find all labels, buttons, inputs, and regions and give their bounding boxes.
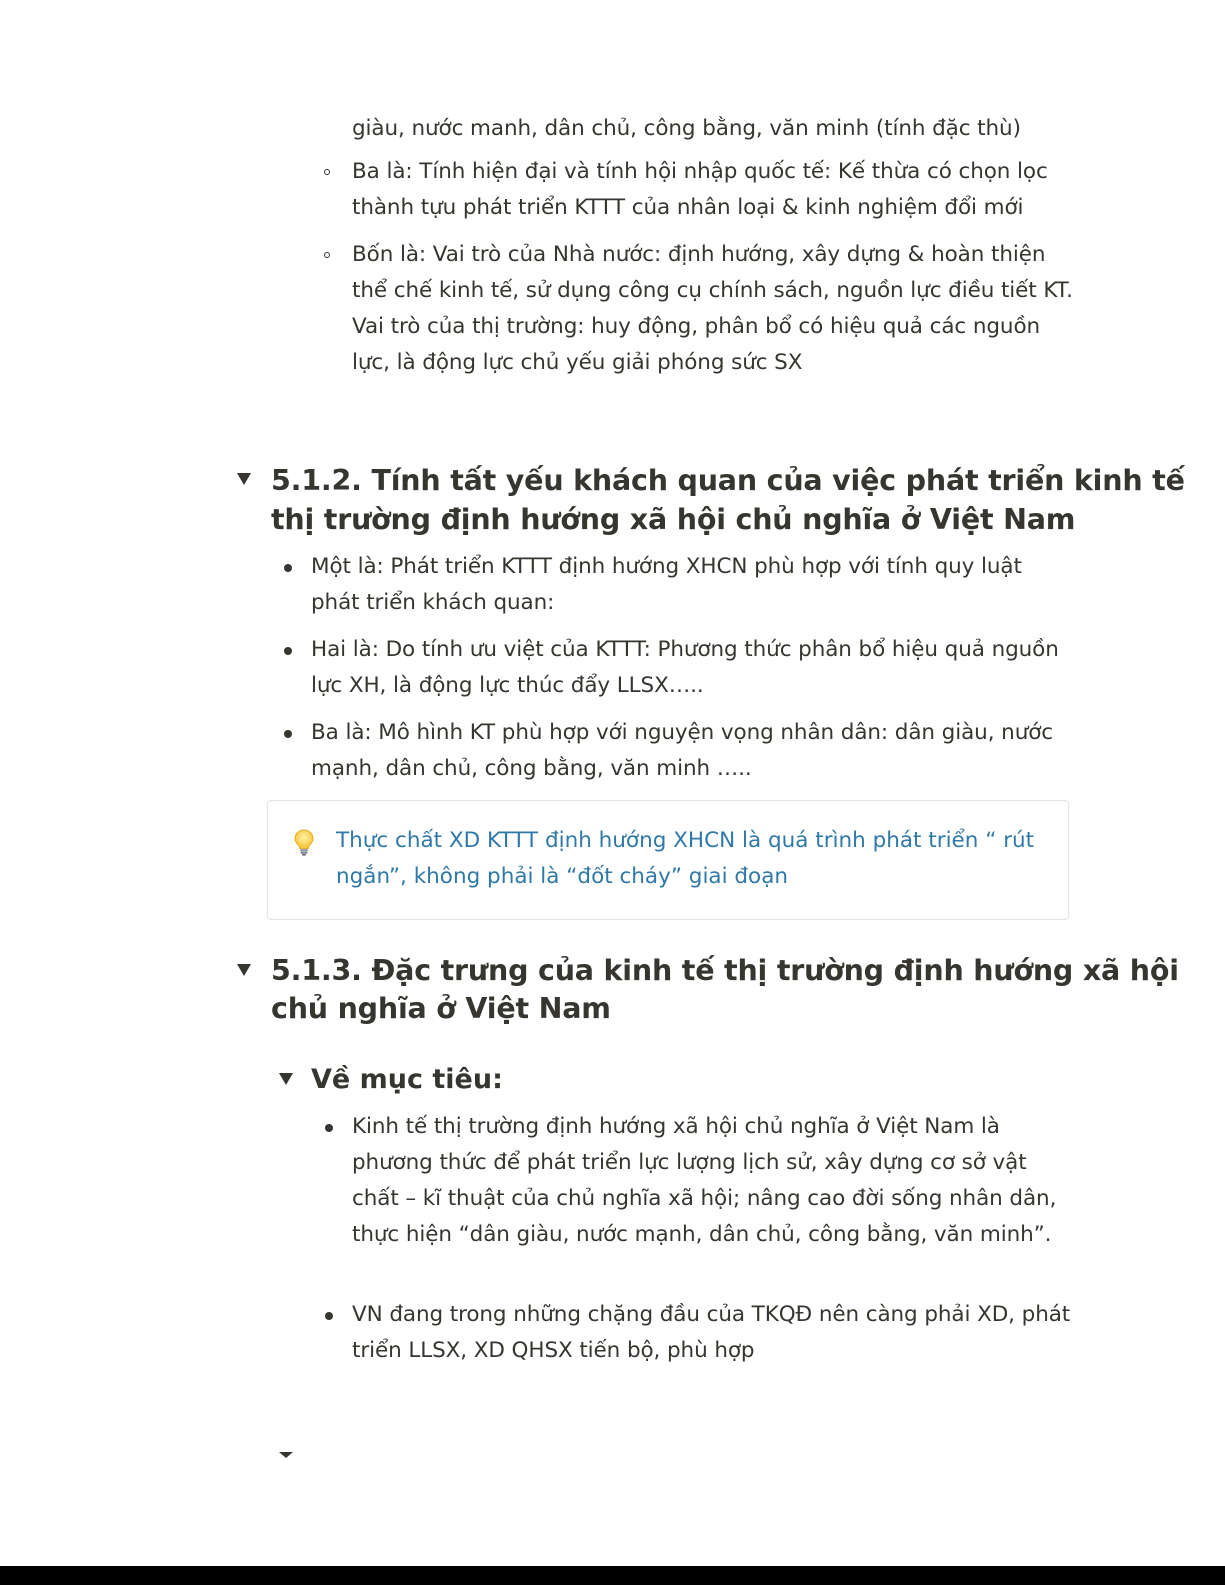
bullet-dot-icon	[325, 1124, 333, 1132]
circle-bullet-icon	[324, 252, 330, 258]
circle-bullet-icon	[324, 169, 330, 175]
callout-text-line-1: Thực chất XD KTTT định hướng XHCN là quá trình phát triển “ rút	[336, 828, 1035, 853]
section-513-heading-line-2: chủ nghĩa ở Việt Nam	[271, 992, 611, 1025]
list-item-4-line-3: Vai trò của thị trường: huy động, phân bổ có hiệu quả các nguồn	[352, 314, 1041, 339]
section-513-bullet-1-line-3: chất – kĩ thuật của chủ nghĩa xã hội; nâng cao đời sống nhân dân,	[352, 1186, 1057, 1211]
bullet-dot-icon	[284, 647, 292, 655]
section-513-heading-line-1: 5.1.3. Đặc trưng của kinh tế thị trường định hướng xã hội	[271, 954, 1179, 987]
list-item-continuation: giàu, nước manh, dân chủ, công bằng, văn minh (tính đặc thù)	[352, 116, 1021, 141]
list-item-3-line-1: Ba là: Tính hiện đại và tính hội nhập quốc tế: Kế thừa có chọn lọc	[352, 159, 1048, 184]
subsection-goal-heading: Về mục tiêu:	[311, 1064, 503, 1095]
section-512-bullet-1-line-1: Một là: Phát triển KTTT định hướng XHCN phù hợp với tính quy luật	[311, 554, 1022, 579]
section-512-bullet-2-line-2: lực XH, là động lực thúc đẩy LLSX…..	[311, 673, 704, 698]
bullet-dot-icon	[284, 564, 292, 572]
section-512-bullet-2-line-1: Hai là: Do tính ưu việt của KTTT: Phương thức phân bổ hiệu quả nguồn	[311, 637, 1059, 662]
section-512-bullet-3-line-1: Ba là: Mô hình KT phù hợp với nguyện vọng nhân dân: dân giàu, nước	[311, 720, 1054, 745]
toggle-triangle-icon[interactable]	[279, 1073, 293, 1085]
list-item-4-line-1: Bốn là: Vai trò của Nhà nước: định hướng, xây dựng & hoàn thiện	[352, 242, 1046, 267]
callout-text-line-2: ngắn”, không phải là “đốt cháy” giai đoạn	[336, 864, 789, 889]
section-512-bullet-3-line-2: mạnh, dân chủ, công bằng, văn minh …..	[311, 756, 752, 781]
section-512-heading-line-2: thị trường định hướng xã hội chủ nghĩa ở Việt Nam	[271, 503, 1076, 536]
bullet-dot-icon	[284, 730, 292, 738]
section-512-heading-line-1: 5.1.2. Tính tất yếu khách quan của việc phát triển kinh tế	[271, 464, 1185, 497]
bullet-dot-icon	[325, 1312, 333, 1320]
section-513-bullet-2-line-2: triển LLSX, XD QHSX tiến bộ, phù hợp	[352, 1338, 755, 1363]
list-item-4-line-2: thể chế kinh tế, sử dụng công cụ chính sách, nguồn lực điều tiết KT.	[352, 278, 1073, 303]
bottom-edge-bar	[0, 1566, 1225, 1585]
section-513-bullet-1-line-4: thực hiện “dân giàu, nước mạnh, dân chủ, công bằng, văn minh”.	[352, 1222, 1052, 1247]
lightbulb-icon	[292, 828, 316, 856]
list-item-4-line-4: lực, là động lực chủ yếu giải phóng sức SX	[352, 350, 803, 375]
section-513-bullet-1-line-2: phương thức để phát triển lực lượng lịch sử, xây dựng cơ sở vật	[352, 1150, 1027, 1175]
section-513-bullet-2-line-1: VN đang trong những chặng đầu của TKQĐ nên càng phải XD, phát	[352, 1302, 1071, 1327]
section-513-bullet-1-line-1: Kinh tế thị trường định hướng xã hội chủ nghĩa ở Việt Nam là	[352, 1114, 1000, 1139]
toggle-triangle-icon[interactable]	[237, 964, 251, 976]
toggle-triangle-icon[interactable]	[279, 1452, 293, 1458]
list-item-3-line-2: thành tựu phát triển KTTT của nhân loại & kinh nghiệm đổi mới	[352, 195, 1024, 220]
toggle-triangle-icon[interactable]	[237, 473, 251, 485]
section-512-bullet-1-line-2: phát triển khách quan:	[311, 590, 555, 615]
